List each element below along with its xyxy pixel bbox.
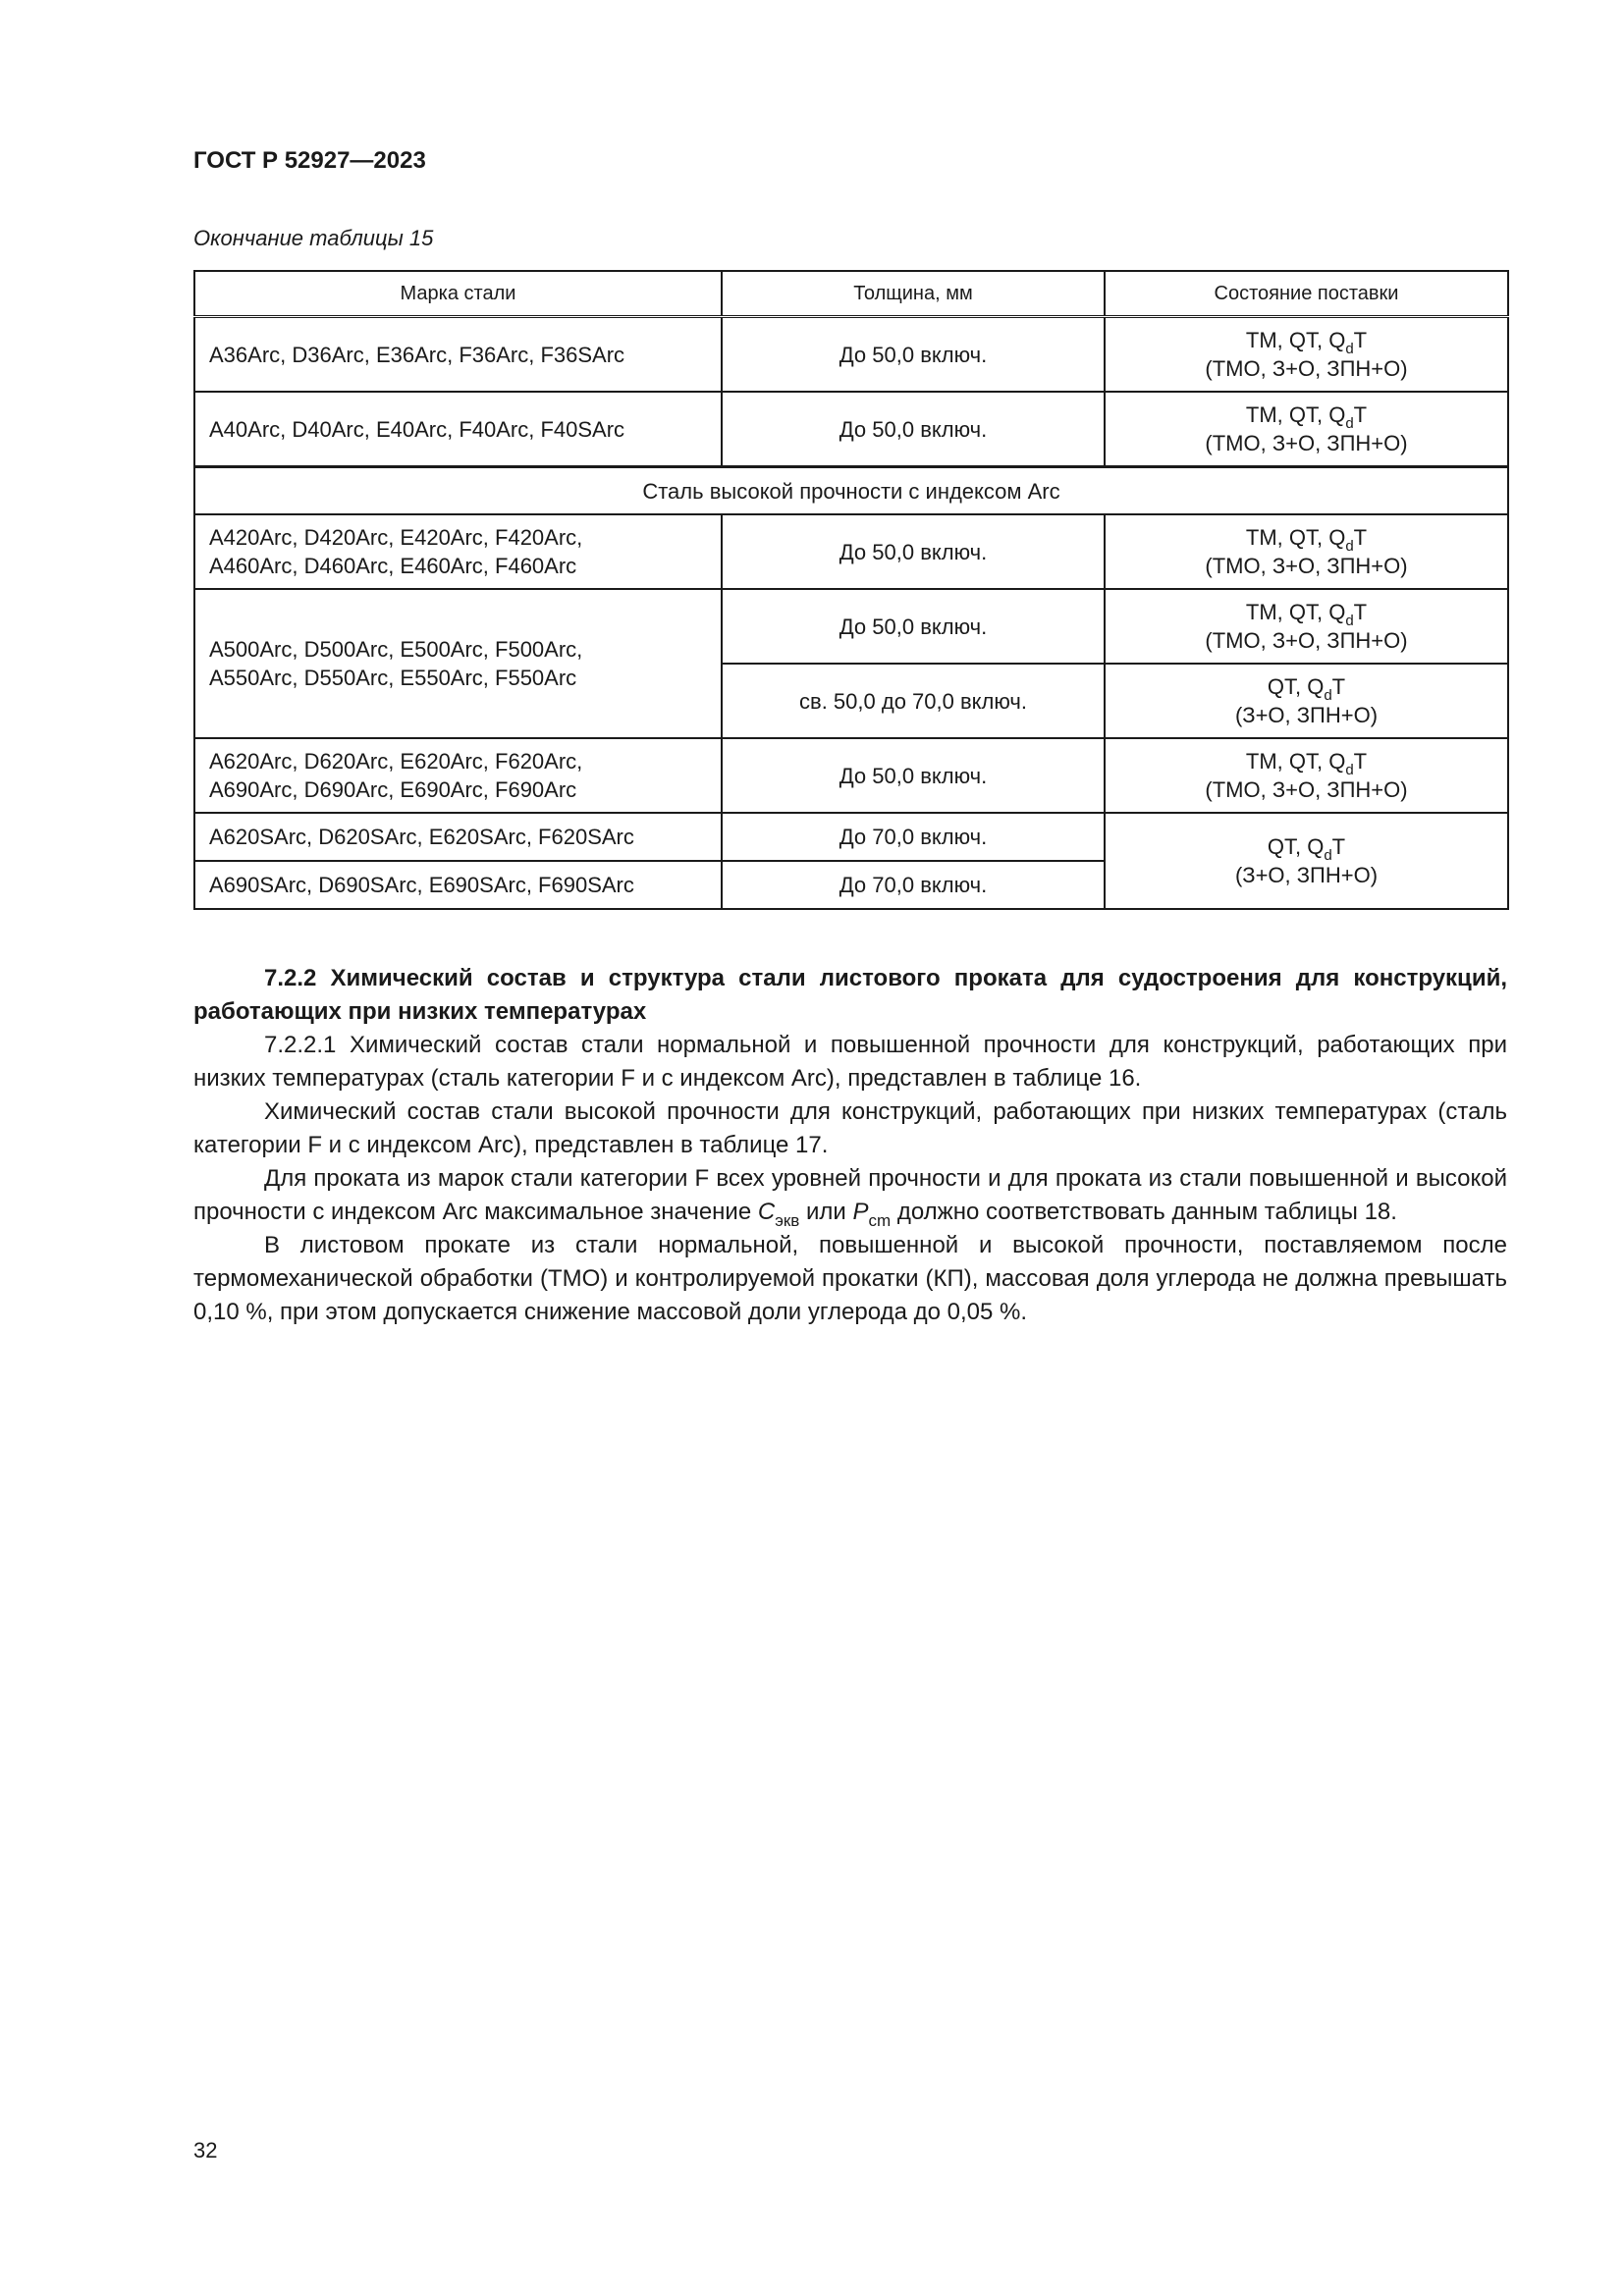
table-row <box>194 392 1508 467</box>
state-cell: TM, QT, $Q_dT$ (ТМО, З+О, ЗПН+О) <box>1105 514 1508 589</box>
grade-cell: A500Arc, D500Arc, E500Arc, F500Arc, A550Arc, D550Arc, E550Arc, F550Arc <box>194 589 722 738</box>
thickness-cell: До 50,0 включ. <box>722 317 1105 393</box>
grade-cell: A36Arc, D36Arc, E36Arc, F36Arc, F36SArc <box>194 317 722 393</box>
column-header-state: Состояние поставки <box>1105 271 1508 317</box>
thickness-cell: До 50,0 включ. <box>722 738 1105 813</box>
paragraph: 7.2.2.1 Химический состав стали нормальной и повышенной прочности для конструкций, работающих при низких температурах (сталь категории F и с индексом Arc), представлен в таблице 16. <box>193 1032 1507 1092</box>
section-title: Сталь высокой прочности с индексом Arc <box>194 467 1508 515</box>
state-cell: TM, QT, $Q_dT$ (ТМО, З+О, ЗПН+О) <box>1105 392 1508 467</box>
steel-grades-table <box>193 270 1509 910</box>
paragraph: В листовом прокате из стали нормальной, повышенной и высокой прочности, поставляемом после термомеханической обработки (ТМО) и контролируемой прокатки (КП), массовая доля углерода не должна превышать 0,10 %, при этом допускается снижение массовой доли углерода до 0,05 %. <box>193 1232 1507 1325</box>
paragraph: Химический состав стали высокой прочности для конструкций, работающих при низких температурах (сталь категории F и с индексом Arc), представлен в таблице 17. <box>193 1098 1507 1158</box>
grade-cell: A420Arc, D420Arc, E420Arc, F420Arc, A460Arc, D460Arc, E460Arc, F460Arc <box>194 514 722 589</box>
state-cell: QT, $Q_dT$ (З+О, ЗПН+О) <box>1105 664 1508 738</box>
grade-cell: A620Arc, D620Arc, E620Arc, F620Arc, A690Arc, D690Arc, E690Arc, F690Arc <box>194 738 722 813</box>
thickness-cell: До 50,0 включ. <box>722 392 1105 467</box>
table-row <box>194 317 1508 393</box>
thickness-cell: До 70,0 включ. <box>722 861 1105 909</box>
page-number: 32 <box>193 2138 218 2163</box>
state-cell: TM, QT, $Q_dT$ (ТМО, З+О, ЗПН+О) <box>1105 589 1508 664</box>
paragraph: Для проката из марок стали категории F всех уровней прочности и для проката из стали повышенной и высокой прочности с индексом Arc максимальное значение $C_{экв}$ или $P_{cm}$ должно соответствовать данным таблицы 18. <box>193 1165 1507 1230</box>
thickness-cell: До 50,0 включ. <box>722 514 1105 589</box>
table-header-row <box>194 271 1508 317</box>
table-row <box>194 589 1508 664</box>
grade-cell: A620SArc, D620SArc, E620SArc, F620SArc <box>194 813 722 861</box>
state-cell: TM, QT, $Q_dT$ (ТМО, З+О, ЗПН+О) <box>1105 738 1508 813</box>
section-heading: 7.2.2 Химический состав и структура стали листового проката для судостроения для конструкций, работающих при низких температурах <box>193 965 1507 1025</box>
table-row <box>194 514 1508 589</box>
thickness-cell: св. 50,0 до 70,0 включ. <box>722 664 1105 738</box>
table-caption: Окончание таблицы 15 <box>193 226 434 250</box>
table-row <box>194 813 1508 861</box>
grade-cell: A40Arc, D40Arc, E40Arc, F40Arc, F40SArc <box>194 392 722 467</box>
table-row <box>194 738 1508 813</box>
table-section-row <box>194 467 1508 515</box>
body-text <box>193 962 1507 1329</box>
document-id: ГОСТ Р 52927—2023 <box>193 147 426 174</box>
thickness-cell: До 50,0 включ. <box>722 589 1105 664</box>
column-header-grade: Марка стали <box>194 271 722 317</box>
column-header-thickness: Толщина, мм <box>722 271 1105 317</box>
state-cell: TM, QT, $Q_dT$ (ТМО, З+О, ЗПН+О) <box>1105 317 1508 393</box>
thickness-cell: До 70,0 включ. <box>722 813 1105 861</box>
grade-cell: A690SArc, D690SArc, E690SArc, F690SArc <box>194 861 722 909</box>
state-cell: QT, $Q_dT$ (З+О, ЗПН+О) <box>1105 813 1508 909</box>
